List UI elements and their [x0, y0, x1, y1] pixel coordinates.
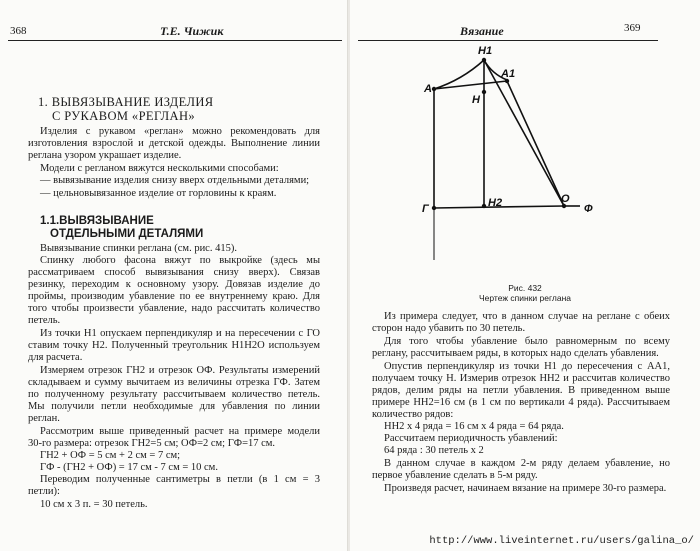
point-h — [482, 90, 486, 94]
body-paragraph: Для того чтобы убавление было равномерным по всему реглану, рассчитываем ряды, в которых надо сделать убавления. — [372, 336, 670, 359]
formula-line: ГФ - (ГН2 + ОФ) = 17 см - 7 см = 10 см. — [40, 462, 218, 473]
figure-caption: Чертеж спинки реглана — [478, 293, 571, 303]
body-text — [28, 243, 320, 511]
point-h1 — [482, 58, 486, 62]
body-paragraph: Рассчитаем периодичность убавлений: — [384, 433, 558, 444]
intro-paragraph: Модели с регланом вяжутся несколькими способами: — [40, 163, 279, 174]
body-paragraph: Вывязывание спинки реглана (см. рис. 415). — [40, 243, 237, 254]
intro-list-item: — цельновывязанное изделие от горловины к краям. — [40, 188, 277, 199]
body-paragraph: Произведя расчет, начинаем вязание на примере 30-го размера. — [384, 483, 667, 494]
right-body-text — [372, 311, 670, 495]
label-a: А — [424, 83, 432, 95]
figure-number: Рис. 432 — [508, 283, 542, 293]
formula-line: 10 см х 3 п. = 30 петель. — [40, 499, 148, 510]
chapter-heading-line1: 1. ВЫВЯЗЫВАНИЕ ИЗДЕЛИЯ — [38, 95, 214, 109]
section-heading-line2: ОТДЕЛЬНЫМИ ДЕТАЛЯМИ — [50, 228, 204, 240]
label-h2: Н2 — [488, 197, 503, 209]
body-paragraph: Переводим полученные сантиметры в петли (в 1 см = 3 петли): — [28, 474, 320, 497]
right-page-number: 369 — [624, 22, 641, 34]
left-page — [0, 0, 348, 551]
body-paragraph: Рассмотрим выше приведенный расчет на примере модели 30-го размера: отрезок ГН2=5 см; ОФ=2 см; ГФ=17 см. — [28, 426, 320, 449]
body-paragraph: Спинку любого фасона вяжут по выкройке (здесь мы рассматриваем способ вывязывания снизу вверх). Связав резинку, переходим к основному узору. Довязав изделие до проймы, производим убавление по ее внутреннему краю. Для того чтобы произвести убавление, надо рассчитать количество петель. — [28, 255, 320, 326]
body-paragraph: В данном случае в каждом 2-м ряду делаем убавление, но первое убавление сделать в 5-м ряду. — [372, 458, 670, 481]
formula-line: НН2 х 4 ряда = 16 см х 4 ряда = 64 ряда. — [384, 421, 564, 432]
right-running-head: Вязание — [460, 24, 504, 38]
formula-line: ГН2 + ОФ = 5 см + 2 см = 7 см; — [40, 450, 181, 461]
formula-line: 64 ряда : 30 петель х 2 — [384, 445, 484, 456]
right-page — [350, 0, 700, 551]
chapter-heading — [38, 95, 214, 123]
watermark-url: http://www.liveinternet.ru/users/galina_o/ — [429, 535, 694, 547]
section-heading-line1: 1.1.ВЫВЯЗЫВАНИЕ — [40, 215, 154, 227]
reglan-back-diagram — [350, 40, 700, 310]
reglan-line — [484, 60, 564, 206]
label-o: О — [561, 193, 570, 205]
chapter-heading-line2: С РУКАВОМ «РЕГЛАН» — [52, 109, 196, 123]
section-heading — [40, 215, 203, 241]
point-a — [432, 87, 436, 91]
point-h2 — [482, 204, 486, 208]
body-paragraph: Из точки Н1 опускаем перпендикуляр и на пересечении с ГО ставим точку Н2. Полученный треугольник Н1Н2О используем для расчета. — [28, 328, 320, 363]
label-f: Ф — [584, 203, 593, 215]
label-h: Н — [472, 94, 480, 106]
body-paragraph: Из примера следует, что в данном случае на реглане с обеих сторон надо убавить по 30 петель. — [372, 311, 670, 334]
label-a1: А1 — [501, 68, 516, 80]
label-h1: Н1 — [478, 45, 493, 57]
intro-list-item: — вывязывание изделия снизу вверх отдельными деталями; — [40, 175, 310, 186]
left-header-rule — [8, 40, 342, 41]
intro-paragraph: Изделия с рукавом «реглан» можно рекомендовать для изготовления взрослой и детской одежды. Выполнение линии реглана узором украшает изделие. — [28, 126, 320, 161]
left-running-head: Т.Е. Чижик — [160, 24, 224, 38]
left-page-number: 368 — [10, 25, 27, 37]
body-paragraph: Опустив перпендикуляр из точки Н1 до пересечения с АА1, получаем точку Н. Измерив отрезок НН2 и рассчитав количество рядов, делим ряды на петли убавления. В приведенном выше примере НН2=16 см (в 1 см по вертикали 4 ряда). Рассчитываем количество рядов: — [372, 361, 670, 420]
label-g: Г — [422, 203, 429, 215]
point-g — [432, 206, 436, 210]
line-a1-o — [507, 81, 564, 206]
body-paragraph: Измеряем отрезок ГН2 и отрезок ОФ. Результаты измерений складываем и сумму вычитаем из величины отрезка ГФ. Затем по полученному результату рассчитываем количество петель. Мы получили петли необходимые для убавления по линии реглан. — [28, 365, 320, 424]
intro-text — [28, 126, 320, 200]
